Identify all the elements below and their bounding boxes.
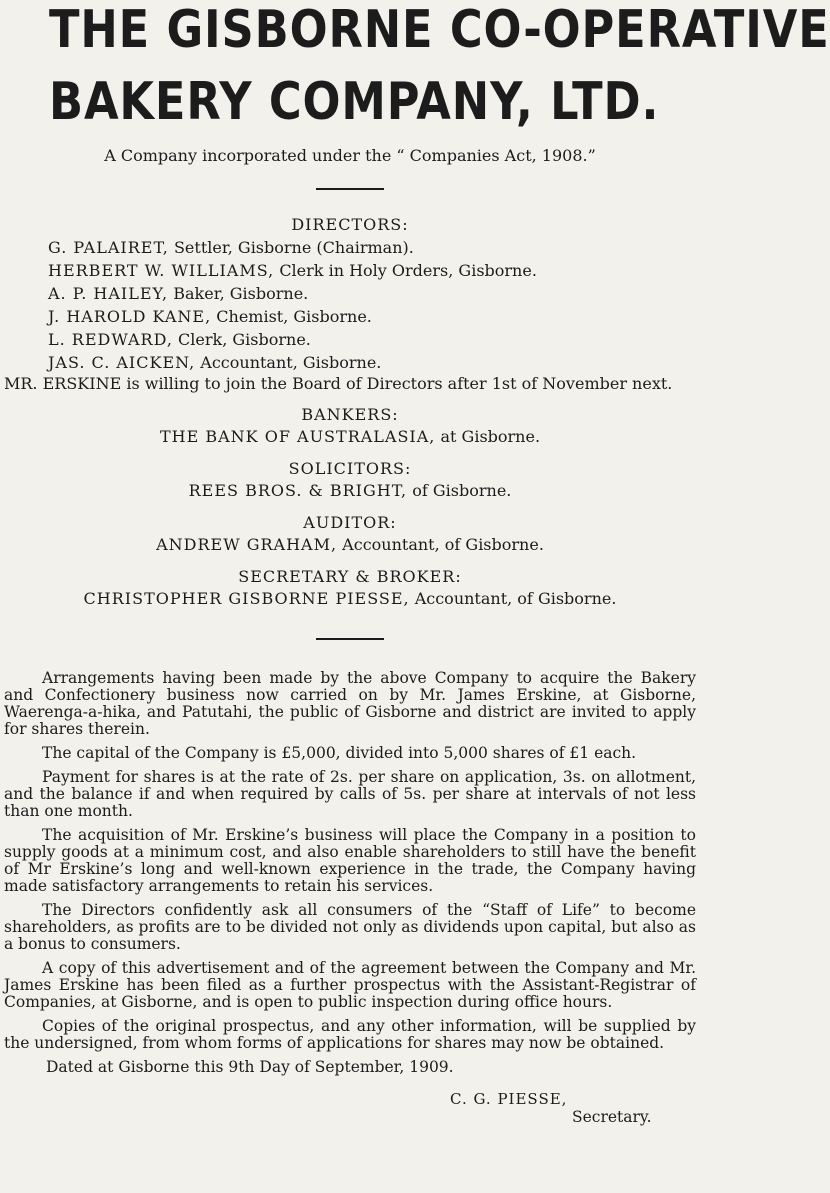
secretary-name: CHRISTOPHER GISBORNE PIESSE, [83,589,410,608]
director-name: A. P. HAILEY, [48,284,169,303]
director-role: Accountant, Gisborne. [200,353,382,372]
erskine-board-note: MR. ERSKINE is willing to join the Board of Directors after 1st of November next. [4,374,673,393]
divider-rule [316,188,384,190]
secretary-location: Accountant, of Gisborne. [414,589,617,608]
director-role: Baker, Gisborne. [173,284,309,303]
dated-line: Dated at Gisborne this 9th Day of September, 1909. [46,1058,454,1076]
body-paragraph: The acquisition of Mr. Erskine’s business will place the Company in a position to supply goods at a minimum cost, and also enable shareholders to still have the benefit of Mr Erskine’s long and well-known experience in the trade, the Company having made satisfactory arrangements to retain his services. [4,826,696,895]
director-role: Chemist, Gisborne. [216,307,372,326]
directors-heading: DIRECTORS: [291,215,409,234]
solicitors-name: REES BROS. & BRIGHT, [188,481,408,500]
body-paragraph: Payment for shares is at the rate of 2s. per share on application, 3s. on allotment, and the balance if and when required by calls of 5s. per share at intervals of not less than one month. [4,768,696,820]
body-paragraph: The capital of the Company is £5,000, divided into 5,000 shares of £1 each. [42,744,637,762]
director-entry [0,259,700,282]
director-entry [0,305,700,328]
prospectus-body [0,670,700,1076]
auditor-heading: AUDITOR: [303,513,397,532]
secretary-entry [0,588,700,610]
director-name: HERBERT W. WILLIAMS, [48,261,275,280]
divider-rule [316,638,384,640]
auditor-location: Accountant, of Gisborne. [342,535,544,554]
bank-name: THE BANK OF AUSTRALASIA, [159,427,436,446]
body-paragraph: A copy of this advertisement and of the agreement between the Company and Mr. James Erskine has been filed as a further prospectus with the Assistant-Registrar of Companies, at Gisborne, and is open to public inspection during office hours. [4,959,696,1011]
director-name: JAS. C. AICKEN, [48,353,196,372]
auditor-entry [0,534,700,556]
solicitors-location: of Gisborne. [412,481,512,500]
director-role: Clerk, Gisborne. [178,330,311,349]
director-entry [0,328,700,351]
bank-location: at Gisborne. [440,427,541,446]
director-role: Clerk in Holy Orders, Gisborne. [279,261,537,280]
director-name: G. PALAIRET, [48,238,169,257]
director-role: Settler, Gisborne (Chairman). [173,238,414,257]
body-paragraph: Copies of the original prospectus, and any other information, will be supplied by the undersigned, from whom forms of applications for shares may now be obtained. [4,1017,696,1052]
director-entry [0,351,700,374]
director-name: L. REDWARD, [48,330,173,349]
title-line-2: BAKERY COMPANY, LTD. [49,72,660,132]
signature-name: C. G. PIESSE, [450,1090,568,1108]
auditor-name: ANDREW GRAHAM, [156,535,338,554]
incorporation-statement: A Company incorporated under the “ Companies Act, 1908.” [104,146,596,165]
director-name: J. HAROLD KANE, [48,307,212,326]
body-paragraph: The Directors confidently ask all consumers of the “Staff of Life” to become shareholders, as profits are to be divided not only as dividends upon capital, but also as a bonus to consumers. [4,901,696,953]
title-line-1: THE GISBORNE CO-OPERATIVE [49,0,830,60]
body-paragraph: Arrangements having been made by the above Company to acquire the Bakery and Confectionery business now carried on by Mr. James Erskine, at Gisborne, Waerenga-a-hika, and Patutahi, the public of Gisborne and district are invited to apply for shares therein. [4,669,696,738]
director-entry [0,282,700,305]
signature-title: Secretary. [572,1108,652,1126]
secretary-heading: SECRETARY & BROKER: [238,567,462,586]
bankers-heading: BANKERS: [301,405,399,424]
director-entry [0,236,700,259]
solicitors-entry [0,480,700,502]
solicitors-heading: SOLICITORS: [288,459,412,478]
bankers-entry [0,426,700,448]
